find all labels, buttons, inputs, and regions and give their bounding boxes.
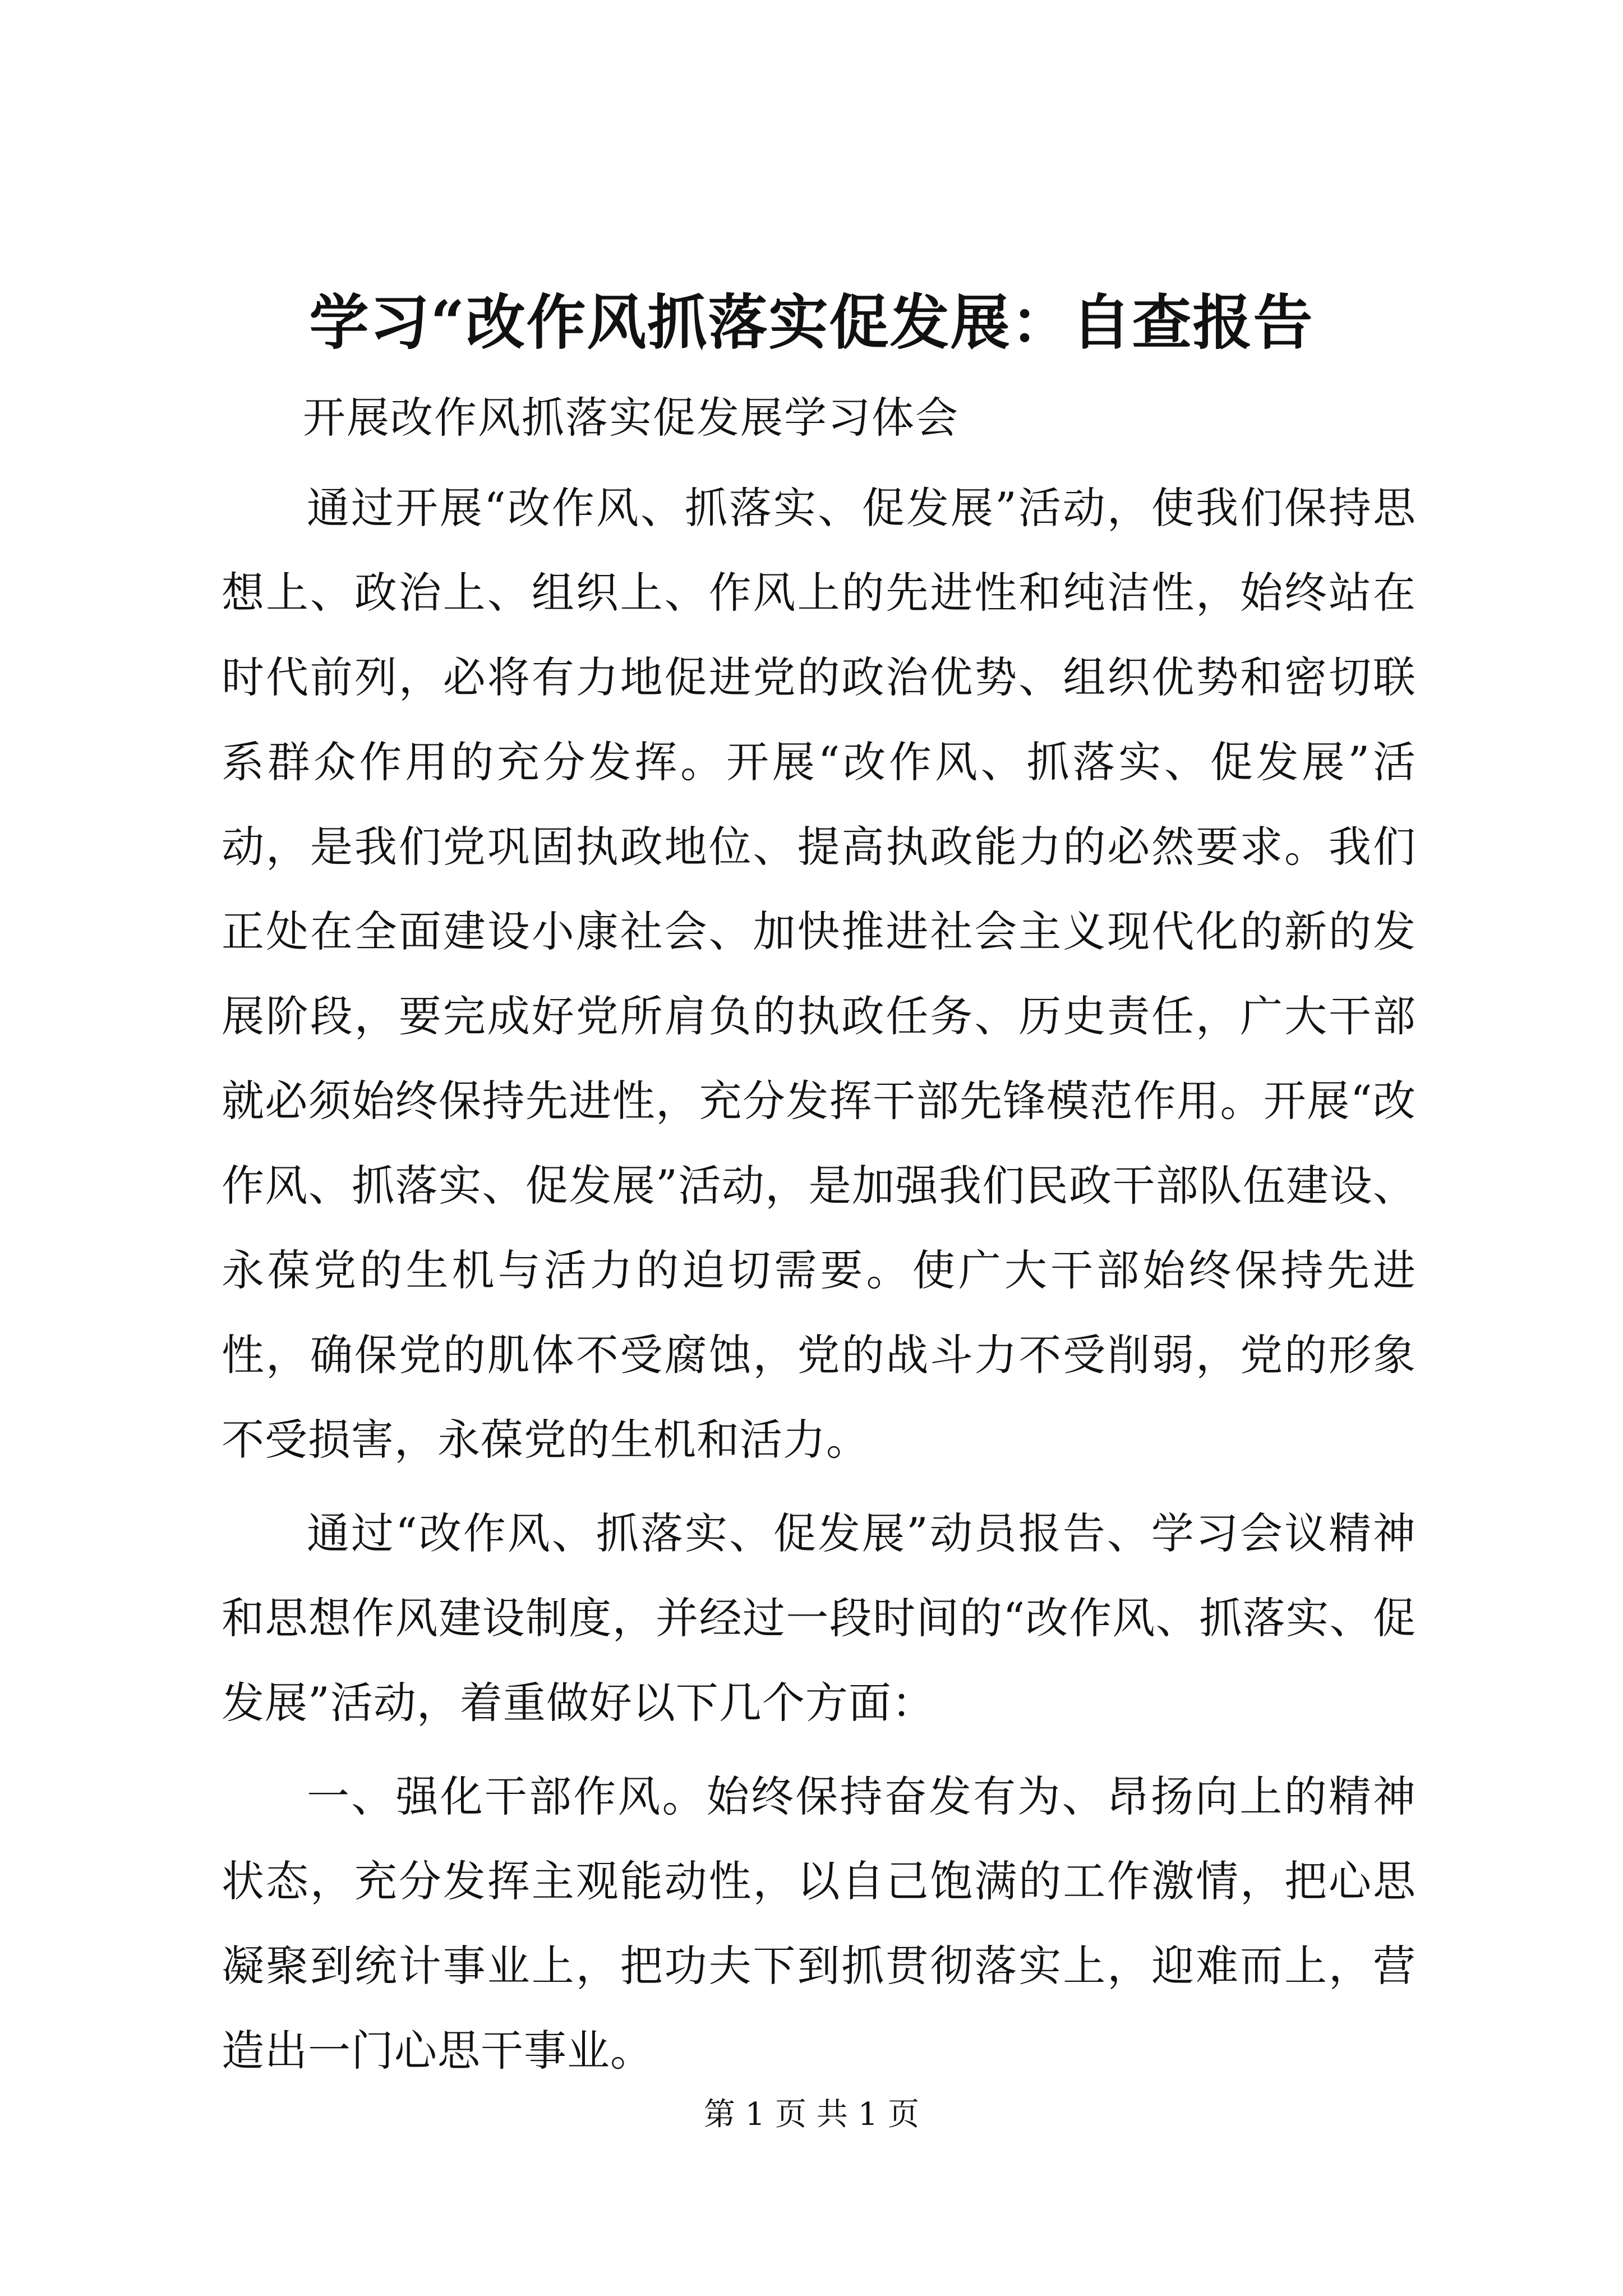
paragraph: 通过“改作风、抓落实、促发展”动员报告、学习会议精神和思想作风建设制度，并经过一段时间的“改作风、抓落实、促发展”活动，着重做好以下几个方面：	[222, 1508, 1416, 1728]
page-number-footer: 第 1 页 共 1 页	[703, 2096, 920, 2133]
document-body	[222, 466, 1416, 2102]
document-title: 学习“改作风抓落实促发展：自查报告	[309, 287, 1314, 357]
document-subtitle: 开展改作风抓落实促发展学习体会	[303, 393, 959, 443]
paragraph: 通过开展“改作风、抓落实、促发展”活动，使我们保持思想上、政治上、组织上、作风上的先进性和纯洁性，始终站在时代前列，必将有力地促进党的政治优势、组织优势和密切联系群众作用的充分发挥。开展“改作风、抓落实、促发展”活动，是我们党巩固执政地位、提高执政能力的必然要求。我们正处在全面建设小康社会、加快推进社会主义现代化的新的发展阶段，要完成好党所肩负的执政任务、历史责任，广大干部就必须始终保持先进性，充分发挥干部先锋模范作用。开展“改作风、抓落实、促发展”活动，是加强我们民政干部队伍建设、永葆党的生机与活力的迫切需要。使广大干部始终保持先进性，确保党的肌体不受腐蚀，党的战斗力不受削弱，党的形象不受损害，永葆党的生机和活力。	[222, 483, 1416, 1465]
paragraph: 一、强化干部作风。始终保持奋发有为、昂扬向上的精神状态，充分发挥主观能动性，以自己饱满的工作激情，把心思凝聚到统计事业上，把功夫下到抓贯彻落实上，迎难而上，营造出一门心思干事业。	[222, 1772, 1416, 2076]
